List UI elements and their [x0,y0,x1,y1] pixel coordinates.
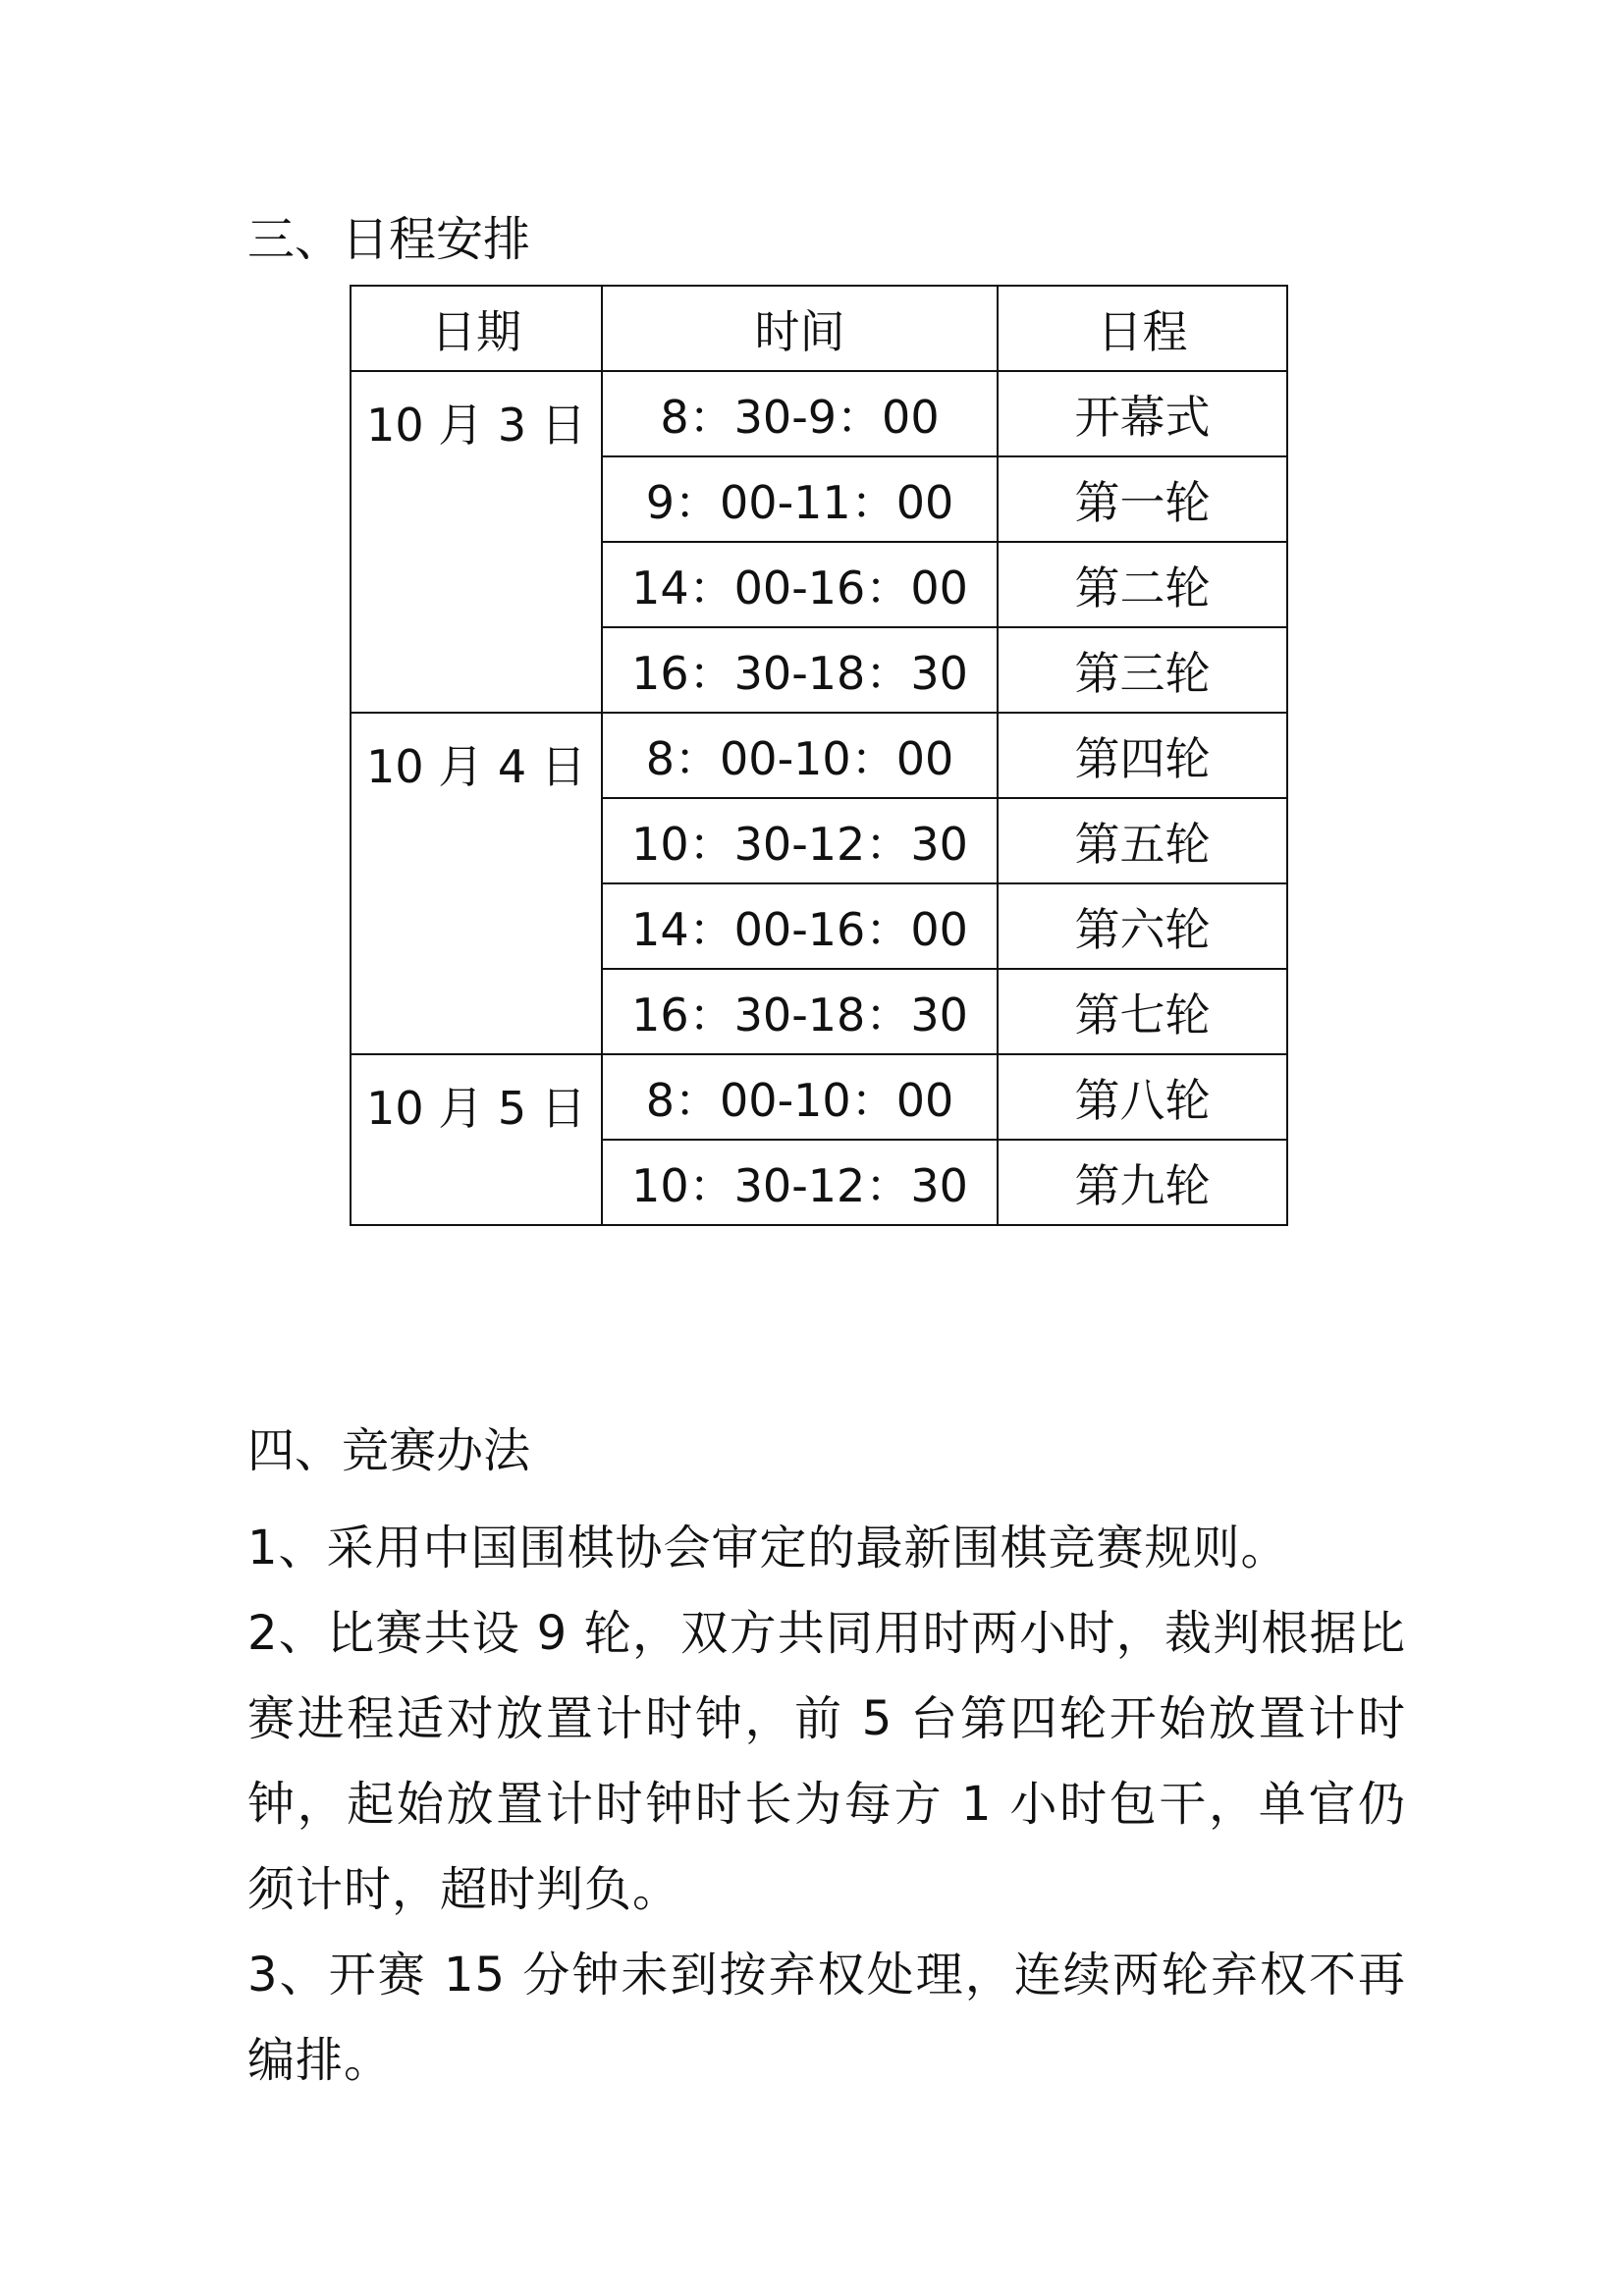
time-cell: 8：30-9：00 [602,371,998,456]
event-cell: 第八轮 [998,1054,1287,1140]
column-header-event: 日程 [998,286,1287,371]
event-cell: 第二轮 [998,542,1287,627]
time-cell: 16：30-18：30 [602,969,998,1054]
schedule-table [350,285,1288,1226]
event-cell: 第一轮 [998,456,1287,542]
event-cell: 第五轮 [998,798,1287,883]
time-cell: 14：00-16：00 [602,542,998,627]
time-cell: 10：30-12：30 [602,1140,998,1225]
time-cell: 10：30-12：30 [602,798,998,883]
time-cell: 14：00-16：00 [602,883,998,969]
rule-paragraph-1: 1、采用中国围棋协会审定的最新围棋竞赛规则。 [247,1521,1289,1575]
rule-paragraph-2: 2、比赛共设 9 轮，双方共同用时两小时，裁判根据比赛进程适对放置计时钟，前 5 台第四轮开始放置计时钟，起始放置计时钟时长为每方 1 小时包干，单官仍须计时，超时判负。 [247,1606,1406,1917]
table-row [351,713,1287,798]
event-cell: 第四轮 [998,713,1287,798]
event-cell: 第七轮 [998,969,1287,1054]
rule-paragraph-3: 3、开赛 15 分钟未到按弃权处理，连续两轮弃权不再编排。 [247,1948,1406,2088]
date-cell: 10 月 4 日 [351,713,602,1054]
event-cell: 第三轮 [998,627,1287,713]
table-row [351,1054,1287,1140]
time-cell: 8：00-10：00 [602,713,998,798]
time-cell: 9：00-11：00 [602,456,998,542]
section-heading-schedule: 三、日程安排 [247,212,531,267]
section-heading-rules: 四、竞赛办法 [247,1423,531,1478]
event-cell: 开幕式 [998,371,1287,456]
table-header-row [351,286,1287,371]
time-cell: 8：00-10：00 [602,1054,998,1140]
event-cell: 第六轮 [998,883,1287,969]
time-cell: 16：30-18：30 [602,627,998,713]
date-cell: 10 月 3 日 [351,371,602,713]
column-header-date: 日期 [351,286,602,371]
event-cell: 第九轮 [998,1140,1287,1225]
table-row [351,371,1287,456]
column-header-time: 时间 [602,286,998,371]
date-cell: 10 月 5 日 [351,1054,602,1225]
